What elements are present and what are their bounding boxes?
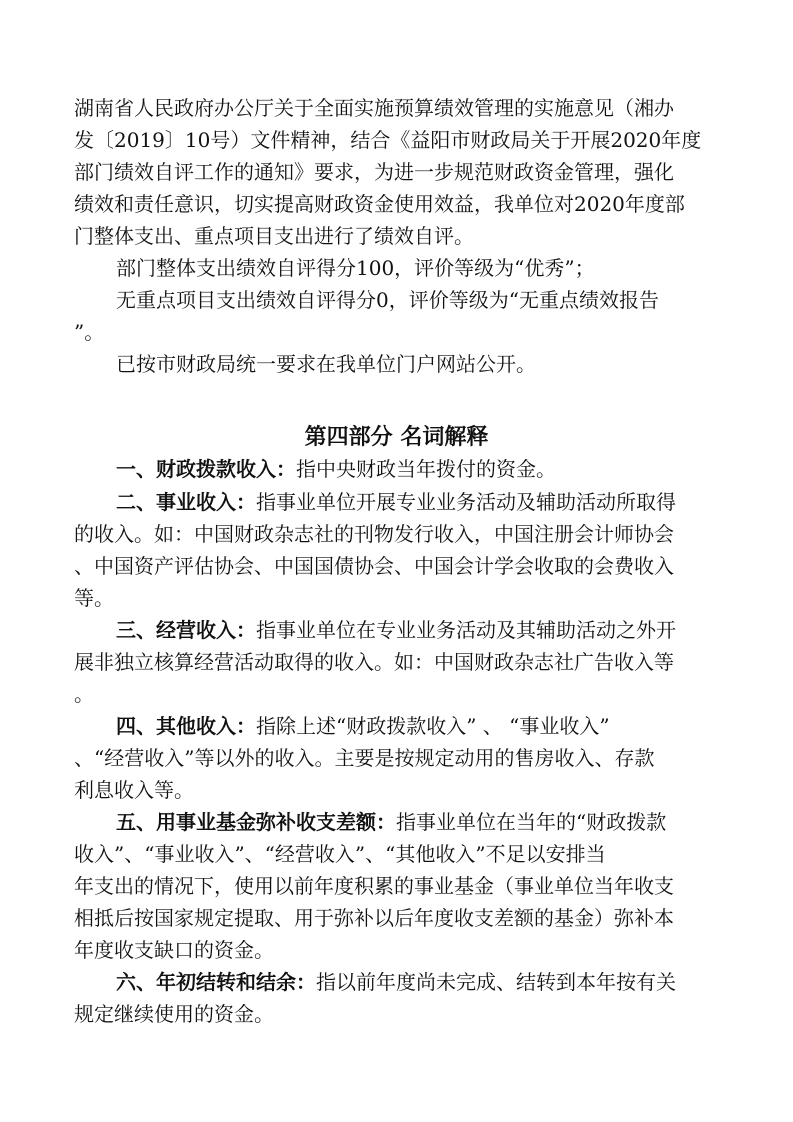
key-project-line: 无重点项目支出绩效自评得分0，评价等级为“无重点绩效报告 [116, 288, 659, 312]
published-line: 已按市财政局统一要求在我单位门户网站公开。 [116, 352, 536, 376]
term-label: 五、用事业基金弥补收支差额： [116, 810, 396, 834]
term-line: 规定继续使用的资金。 [74, 1002, 274, 1026]
term-definition: 指中央财政当年拨付的资金。 [296, 457, 556, 481]
term-line: 展非独立核算经营活动取得的收入。如：中国财政杂志社广告收入等 [74, 650, 674, 674]
term-line: 、“经营收入”等以外的收入。主要是按规定动用的售房收入、存款 [74, 746, 655, 770]
term-label: 二、事业收入： [116, 490, 256, 514]
term-item-1 [116, 456, 556, 482]
intro-line: 部门绩效自评工作的通知》要求，为进一步规范财政资金管理，强化 [74, 160, 674, 184]
term-label: 六、年初结转和结余： [116, 970, 316, 994]
term-definition: 指事业单位在当年的“财政拨款 [396, 810, 667, 834]
key-project-line-cont: ”。 [74, 320, 105, 344]
term-item-3 [116, 617, 676, 643]
term-line: 年支出的情况下，使用以前年度积累的事业基金（事业单位当年收支 [74, 874, 674, 898]
term-definition: 指事业单位在专业业务活动及其辅助活动之外开 [256, 618, 676, 642]
term-line: 的收入。如：中国财政杂志社的刊物发行收入，中国注册会计师协会 [74, 522, 674, 546]
intro-line: 绩效和责任意识，切实提高财政资金使用效益，我单位对2020年度部 [74, 192, 685, 216]
intro-line: 发〔2019〕10号）文件精神，结合《益阳市财政局关于开展2020年度 [74, 128, 702, 152]
term-line: 相抵后按国家规定提取、用于弥补以后年度收支差额的基金）弥补本 [74, 906, 674, 930]
term-item-4 [116, 713, 610, 739]
section-title: 第四部分 名词解释 [304, 424, 489, 450]
term-line: 。 [74, 682, 94, 706]
intro-line: 湖南省人民政府办公厅关于全面实施预算绩效管理的实施意见（湘办 [74, 96, 674, 120]
overall-score-line: 部门整体支出绩效自评得分100，评价等级为“优秀”； [116, 256, 595, 280]
term-definition: 指以前年度尚未完成、结转到本年按有关 [316, 970, 676, 994]
term-line: 等。 [74, 586, 114, 610]
term-label: 四、其他收入： [116, 714, 256, 738]
term-line: 年度收支缺口的资金。 [74, 938, 274, 962]
intro-line: 门整体支出、重点项目支出进行了绩效自评。 [74, 224, 474, 248]
term-line: 、中国资产评估协会、中国国债协会、中国会计学会收取的会费收入 [74, 554, 674, 578]
term-label: 一、财政拨款收入： [116, 457, 296, 481]
term-item-2 [116, 489, 676, 515]
term-item-6 [116, 969, 676, 995]
term-line: 利息收入等。 [74, 778, 194, 802]
term-definition: 指除上述“财政拨款收入” 、 “事业收入” [256, 714, 610, 738]
term-definition: 指事业单位开展专业业务活动及辅助活动所取得 [256, 490, 676, 514]
term-label: 三、经营收入： [116, 618, 256, 642]
term-line: 收入”、“事业收入”、“经营收入”、“其他收入”不足以安排当 [74, 842, 606, 866]
term-item-5 [116, 809, 666, 835]
